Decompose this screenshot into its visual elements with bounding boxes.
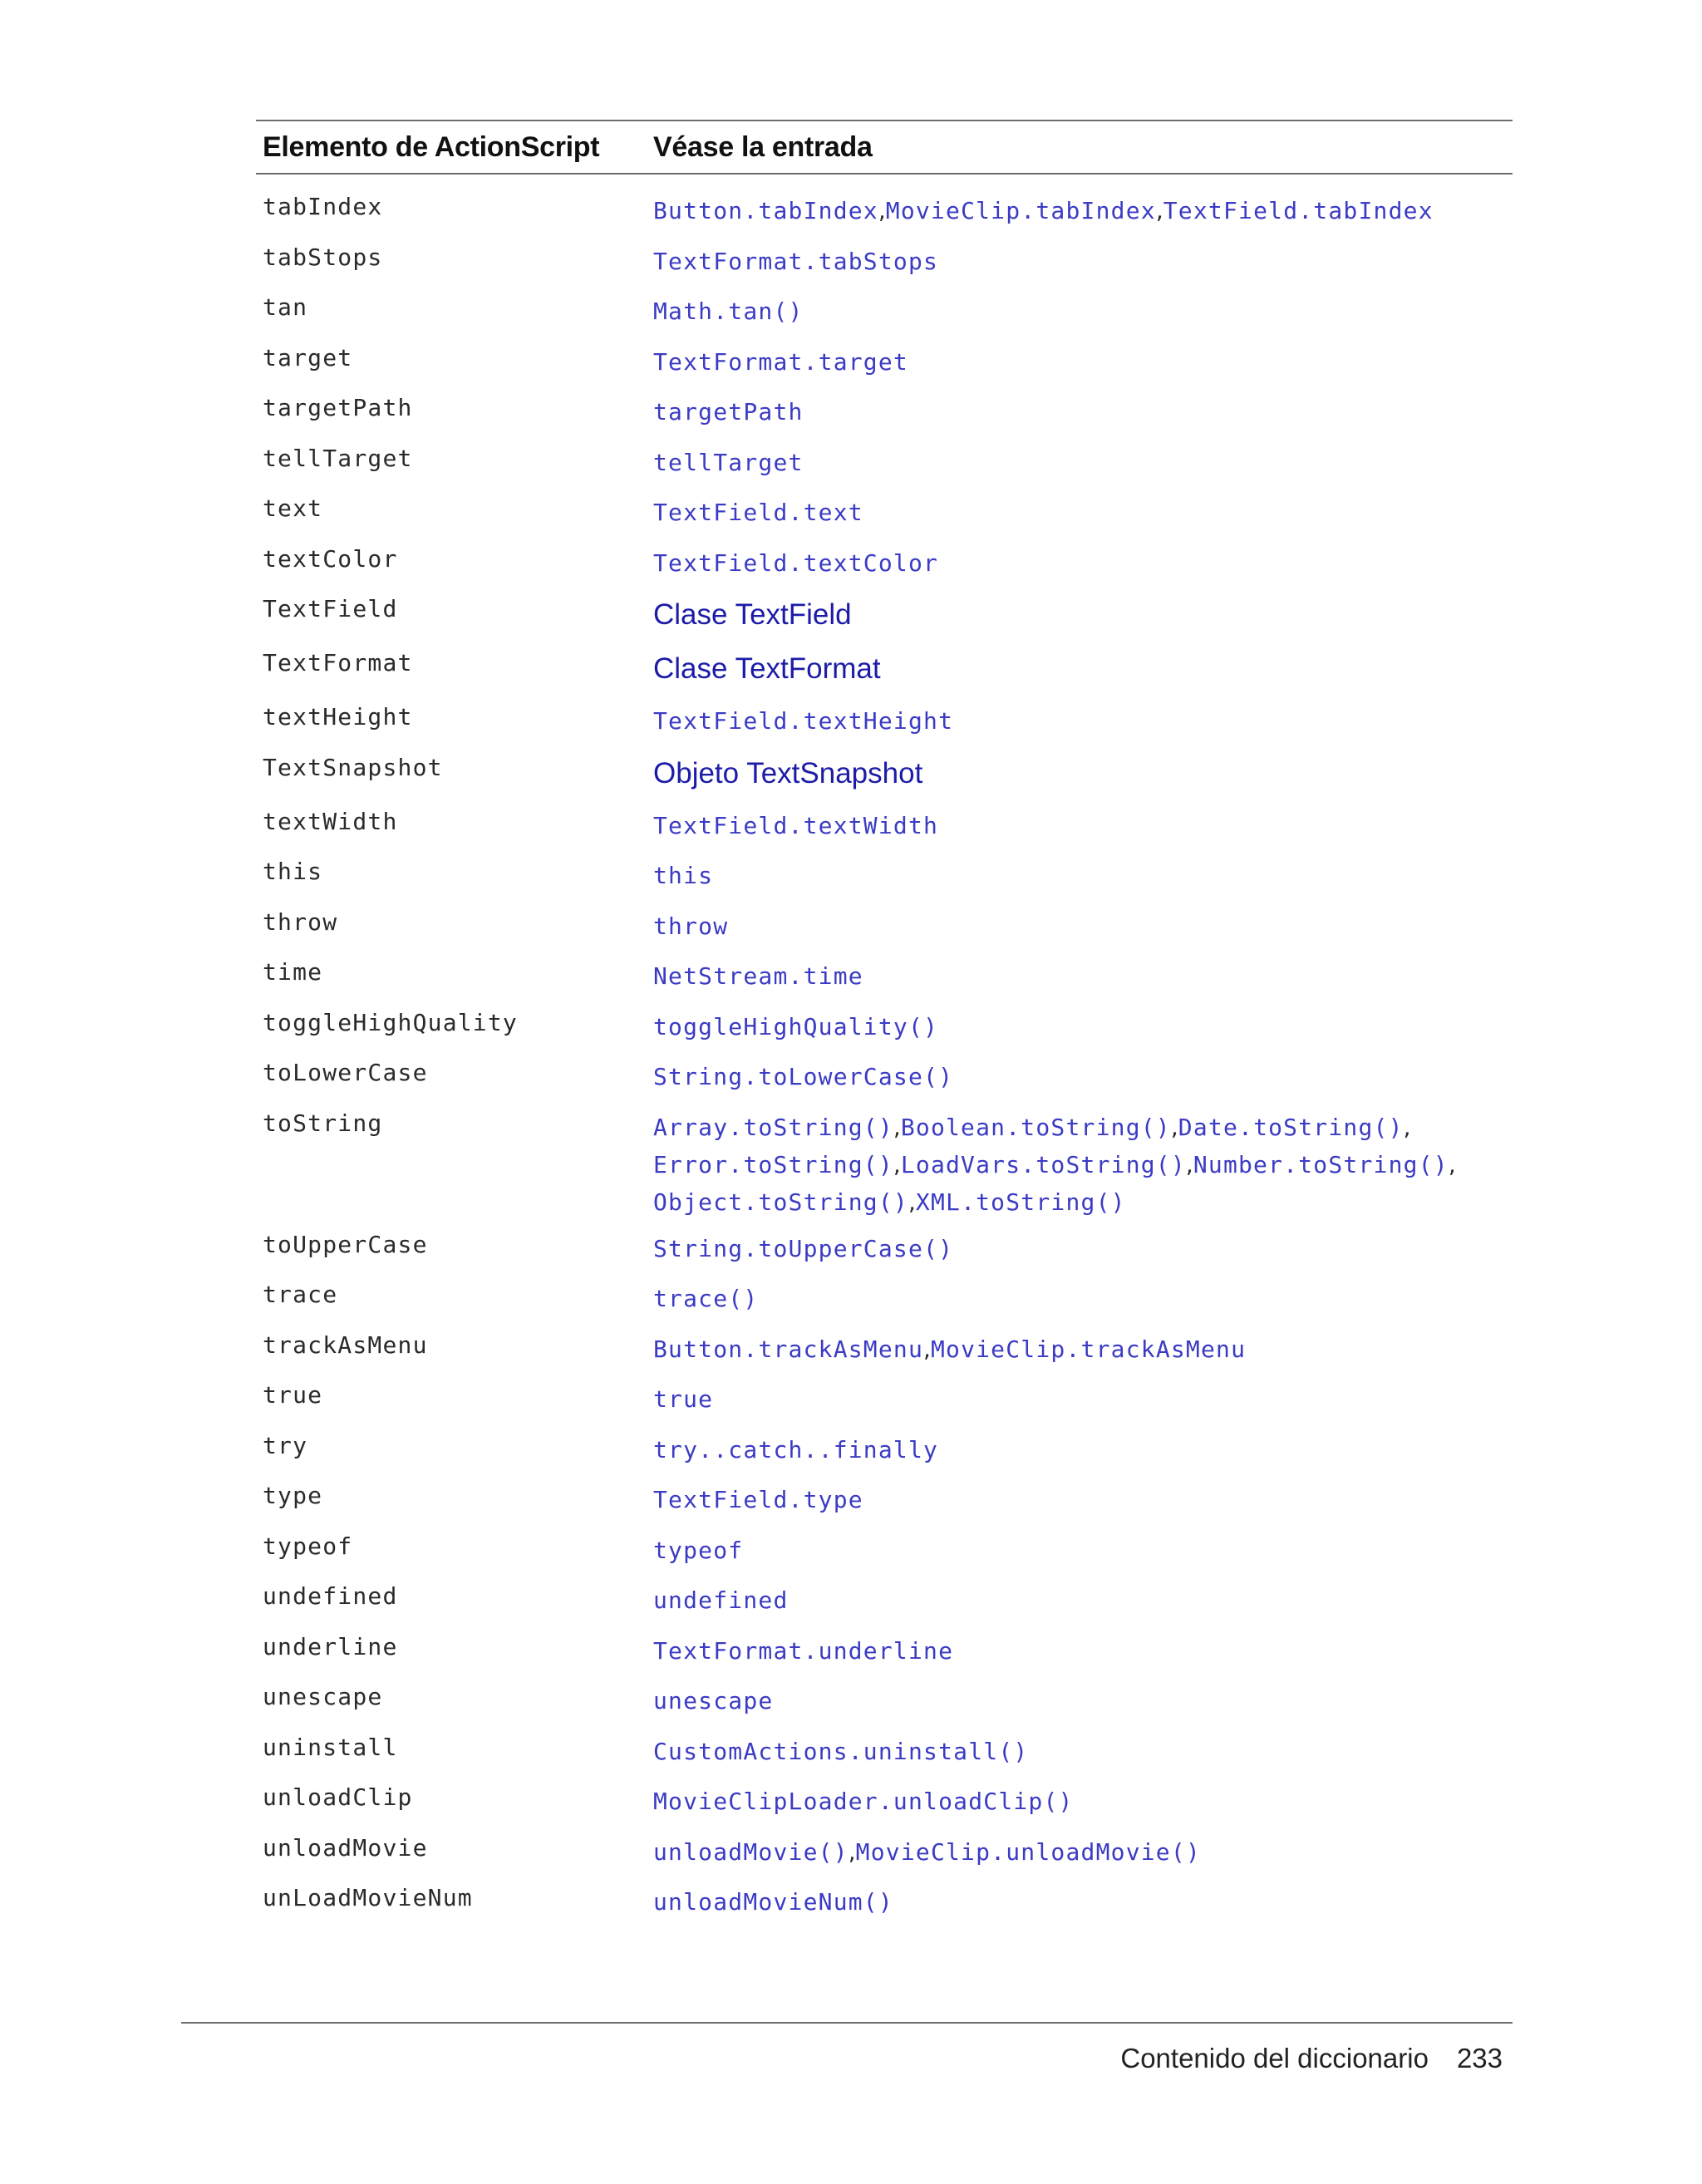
cross-reference-link[interactable]: Button.trackAsMenu xyxy=(653,1335,924,1363)
table-body xyxy=(256,175,1513,1925)
cross-reference-link[interactable]: try..catch..finally xyxy=(653,1435,939,1463)
actionscript-element: typeof xyxy=(263,1532,353,1560)
cross-reference-link[interactable]: TextFormat.underline xyxy=(653,1636,954,1665)
table-row xyxy=(256,1422,1513,1473)
see-entry-cell xyxy=(653,1371,1513,1420)
cross-reference-link[interactable]: toggleHighQuality() xyxy=(653,1012,939,1040)
table-row xyxy=(256,1773,1513,1824)
cross-reference-link[interactable]: TextFormat.target xyxy=(653,347,908,376)
table-row xyxy=(256,639,1513,693)
separator-comma: , xyxy=(848,1837,856,1866)
actionscript-element: type xyxy=(263,1482,323,1509)
cross-reference-link[interactable]: Objeto TextSnapshot xyxy=(653,756,923,789)
see-entry-cell xyxy=(653,639,1513,690)
cross-reference-link[interactable]: this xyxy=(653,862,714,889)
actionscript-element: trace xyxy=(263,1281,338,1308)
see-entry-cell xyxy=(653,798,1513,847)
footer-section-title: Contenido del diccionario xyxy=(1120,2043,1429,2073)
see-entry-cell xyxy=(653,585,1513,636)
see-entry-cell xyxy=(653,1522,1513,1572)
cross-reference-link[interactable]: CustomActions.uninstall() xyxy=(653,1737,1029,1765)
table-header xyxy=(256,121,1513,173)
actionscript-element: try xyxy=(263,1431,308,1459)
separator-comma: , xyxy=(1448,1150,1456,1178)
actionscript-element: tabIndex xyxy=(263,193,383,220)
table-row xyxy=(256,898,1513,949)
separator-comma: , xyxy=(1403,1113,1411,1141)
cross-reference-link[interactable]: throw xyxy=(653,912,729,940)
actionscript-element: TextFormat xyxy=(263,649,413,676)
actionscript-element: text xyxy=(263,494,323,522)
see-entry-cell xyxy=(653,1673,1513,1722)
see-entry-cell xyxy=(653,234,1513,283)
actionscript-element: underline xyxy=(263,1632,398,1660)
actionscript-element: unloadClip xyxy=(263,1783,413,1811)
actionscript-element: time xyxy=(263,958,323,986)
actionscript-element: toggleHighQuality xyxy=(263,1008,518,1036)
cross-reference-link[interactable]: MovieClip.trackAsMenu xyxy=(930,1335,1247,1363)
actionscript-element: textWidth xyxy=(263,807,398,835)
cross-reference-link[interactable]: TextField.text xyxy=(653,499,863,526)
page-number: 233 xyxy=(1456,2043,1503,2073)
cross-reference-link[interactable]: unloadMovieNum() xyxy=(653,1888,893,1916)
see-entry-cell xyxy=(653,1271,1513,1320)
table-row xyxy=(256,1472,1513,1522)
actionscript-element: tan xyxy=(263,293,308,321)
table-row xyxy=(256,1049,1513,1099)
see-entry-cell xyxy=(653,744,1513,794)
cross-reference-link[interactable]: tellTarget xyxy=(653,448,804,476)
separator-comma: , xyxy=(923,1335,931,1363)
table-row xyxy=(256,1099,1513,1221)
see-entry-cell xyxy=(653,1623,1513,1672)
cross-reference-link[interactable]: NetStream.time xyxy=(653,962,863,990)
table-row xyxy=(256,334,1513,385)
actionscript-element: unescape xyxy=(263,1683,383,1710)
cross-reference-link[interactable]: String.toUpperCase() xyxy=(653,1234,954,1262)
cross-reference-link[interactable]: TextField.tabIndex xyxy=(1163,197,1434,224)
cross-reference-link[interactable]: Clase TextFormat xyxy=(653,652,881,685)
cross-reference-link[interactable]: Number.toString() xyxy=(1193,1150,1449,1178)
see-entry-cell xyxy=(653,183,1513,232)
see-entry-cell xyxy=(653,485,1513,534)
cross-reference-link[interactable]: unescape xyxy=(653,1687,774,1714)
table-row xyxy=(256,1271,1513,1321)
table-row xyxy=(256,1572,1513,1623)
table-row xyxy=(256,1623,1513,1674)
cross-reference-link[interactable]: Button.tabIndex xyxy=(653,197,878,224)
see-entry-cell xyxy=(653,848,1513,897)
cross-reference-link[interactable]: Clase TextField xyxy=(653,598,852,631)
cross-reference-link[interactable]: XML.toString() xyxy=(915,1188,1126,1216)
actionscript-element: undefined xyxy=(263,1582,398,1610)
see-entry-cell xyxy=(653,999,1513,1048)
actionscript-element: throw xyxy=(263,908,338,936)
table-row xyxy=(256,585,1513,639)
reference-table xyxy=(256,120,1513,1925)
actionscript-element: textHeight xyxy=(263,703,413,730)
cross-reference-link[interactable]: targetPath xyxy=(653,398,804,425)
actionscript-element: true xyxy=(263,1381,323,1409)
see-entry-cell xyxy=(653,384,1513,433)
see-entry-cell xyxy=(653,1221,1513,1270)
table-row xyxy=(256,234,1513,284)
see-entry-cell xyxy=(653,1724,1513,1773)
separator-comma: , xyxy=(1185,1150,1193,1178)
cross-reference-link[interactable]: TextField.textHeight xyxy=(653,707,954,735)
cross-reference-link[interactable]: typeof xyxy=(653,1536,744,1564)
cross-reference-link[interactable]: TextField.type xyxy=(653,1486,863,1513)
table-row xyxy=(256,693,1513,744)
see-entry-cell xyxy=(653,1049,1513,1098)
table-row xyxy=(256,848,1513,898)
cross-reference-link[interactable]: true xyxy=(653,1385,714,1413)
separator-comma: , xyxy=(908,1188,916,1216)
table-row xyxy=(256,1522,1513,1573)
see-entry-cell xyxy=(653,1472,1513,1521)
see-entry-cell xyxy=(653,693,1513,742)
see-entry-cell xyxy=(653,334,1513,383)
actionscript-element: tabStops xyxy=(263,243,383,271)
see-entry-cell xyxy=(653,898,1513,947)
separator-comma: , xyxy=(1170,1113,1178,1141)
table-row xyxy=(256,485,1513,535)
actionscript-element: unloadMovie xyxy=(263,1833,428,1862)
page-footer xyxy=(1120,2043,1503,2074)
cross-reference-link[interactable]: Math.tan() xyxy=(653,298,804,325)
table-row xyxy=(256,798,1513,849)
actionscript-element: toLowerCase xyxy=(263,1059,428,1086)
cross-reference-link[interactable]: TextField.textColor xyxy=(653,548,939,577)
actionscript-element: unLoadMovieNum xyxy=(263,1884,473,1911)
see-entry-cell xyxy=(653,1773,1513,1822)
separator-comma: , xyxy=(1155,197,1163,224)
header-col-see-entry: Véase la entrada xyxy=(653,130,873,163)
cross-reference-link[interactable]: Error.toString() xyxy=(653,1150,893,1178)
table-row xyxy=(256,1321,1513,1372)
cross-reference-link[interactable]: String.toLowerCase() xyxy=(653,1063,954,1090)
header-col-element: Elemento de ActionScript xyxy=(263,130,600,163)
separator-comma: , xyxy=(878,197,886,224)
see-entry-cell xyxy=(653,535,1513,584)
cross-reference-link[interactable]: Date.toString() xyxy=(1178,1113,1404,1141)
actionscript-element: textColor xyxy=(263,544,398,573)
actionscript-element: uninstall xyxy=(263,1733,398,1761)
actionscript-element: this xyxy=(263,858,323,885)
table-row xyxy=(256,744,1513,798)
actionscript-element: toUpperCase xyxy=(263,1230,428,1258)
see-entry-cell xyxy=(653,1321,1513,1370)
actionscript-element: targetPath xyxy=(263,394,413,421)
actionscript-element: target xyxy=(263,343,353,371)
table-row xyxy=(256,535,1513,586)
cross-reference-link[interactable]: undefined xyxy=(653,1586,789,1614)
see-entry-cell xyxy=(653,1422,1513,1471)
cross-reference-link[interactable]: TextField.textWidth xyxy=(653,811,939,839)
cross-reference-link[interactable]: Array.toString() xyxy=(653,1113,893,1141)
actionscript-element: trackAsMenu xyxy=(263,1331,428,1359)
table-row xyxy=(256,948,1513,999)
see-entry-cell xyxy=(653,1824,1513,1873)
see-entry-cell xyxy=(653,1572,1513,1621)
cross-reference-link[interactable]: Boolean.toString() xyxy=(900,1113,1171,1141)
actionscript-element: toString xyxy=(263,1109,383,1137)
cross-reference-link[interactable]: trace() xyxy=(653,1285,759,1312)
see-entry-cell xyxy=(653,948,1513,997)
table-row xyxy=(256,183,1513,234)
separator-comma: , xyxy=(893,1150,901,1178)
see-entry-cell xyxy=(653,435,1513,484)
cross-reference-link[interactable]: LoadVars.toString() xyxy=(900,1150,1186,1178)
separator-comma: , xyxy=(893,1113,901,1141)
cross-reference-link[interactable]: MovieClip.unloadMovie() xyxy=(855,1837,1201,1866)
table-row xyxy=(256,283,1513,334)
table-row xyxy=(256,435,1513,485)
table-row xyxy=(256,384,1513,435)
table-row xyxy=(256,1724,1513,1774)
actionscript-element: tellTarget xyxy=(263,444,413,472)
cross-reference-link[interactable]: MovieClip.tabIndex xyxy=(885,197,1156,224)
cross-reference-link[interactable]: Object.toString() xyxy=(653,1188,908,1216)
table-row xyxy=(256,999,1513,1050)
cross-reference-link[interactable]: MovieClipLoader.unloadClip() xyxy=(653,1788,1074,1815)
table-row xyxy=(256,1824,1513,1875)
cross-reference-link[interactable]: TextFormat.tabStops xyxy=(653,247,939,275)
table-row xyxy=(256,1371,1513,1422)
see-entry-cell xyxy=(653,1874,1513,1923)
actionscript-element: TextField xyxy=(263,595,398,622)
see-entry-cell xyxy=(653,283,1513,332)
table-row xyxy=(256,1874,1513,1925)
see-entry-cell xyxy=(653,1099,1513,1223)
cross-reference-link[interactable]: unloadMovie() xyxy=(653,1837,849,1866)
table-row xyxy=(256,1673,1513,1724)
footer-rule xyxy=(181,2022,1513,2024)
actionscript-element: TextSnapshot xyxy=(263,753,443,781)
table-row xyxy=(256,1221,1513,1272)
